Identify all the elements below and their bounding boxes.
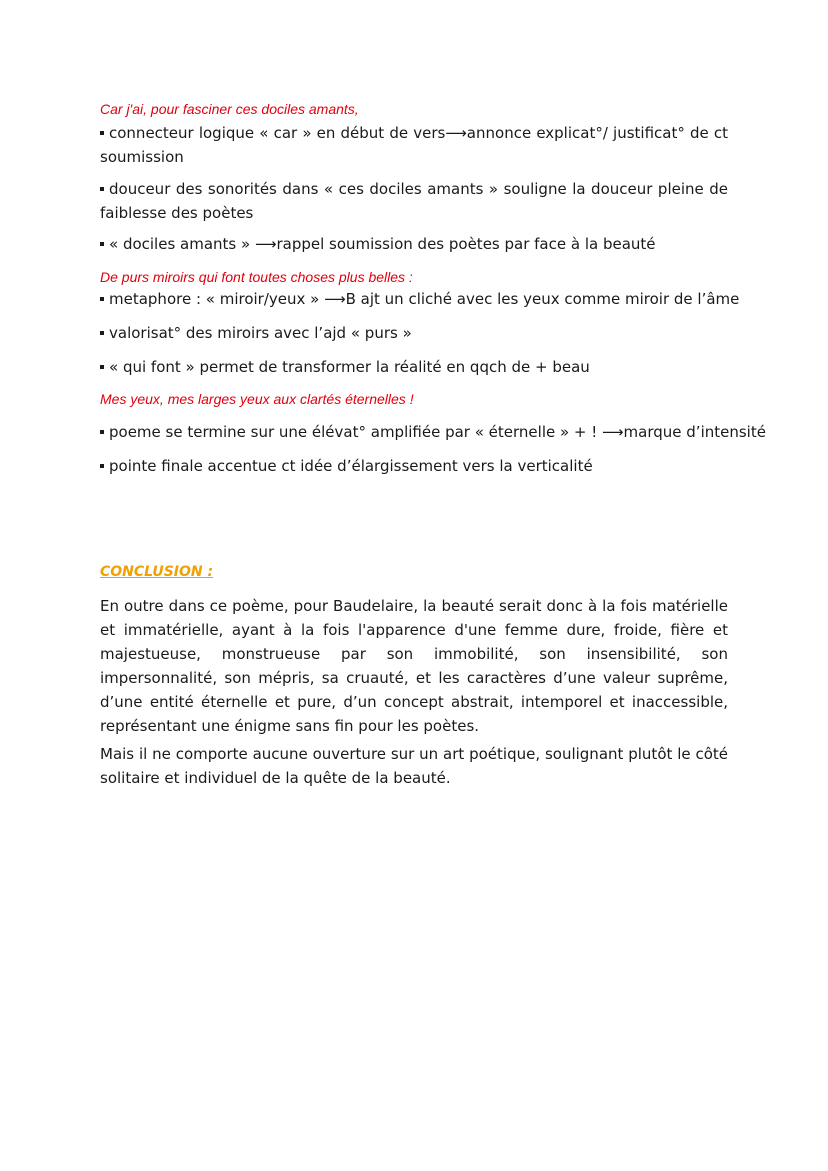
verse-line-3: Mes yeux, mes larges yeux aux clartés éternelles !	[100, 391, 414, 407]
bullet-marker	[100, 331, 104, 335]
bullet-marker	[100, 365, 104, 369]
bullet-text: metaphore : « miroir/yeux » ⟶B ajt un cliché avec les yeux comme miroir de l’âme	[109, 290, 740, 308]
bullet-item	[100, 177, 728, 225]
bullet-marker	[100, 430, 104, 434]
bullet-item	[100, 233, 656, 256]
bullet-text: « qui font » permet de transformer la réalité en qqch de + beau	[109, 358, 590, 376]
bullet-item	[100, 121, 728, 169]
bullet-text: valorisat° des miroirs avec l’ajd « purs »	[109, 324, 412, 342]
bullet-item	[100, 356, 590, 379]
bullet-text: pointe finale accentue ct idée d’élargissement vers la verticalité	[109, 457, 593, 475]
bullet-marker	[100, 242, 104, 246]
bullet-marker	[100, 187, 104, 191]
bullet-text: poeme se termine sur une élévat° amplifiée par « éternelle » + ! ⟶marque d’intensité	[109, 423, 766, 441]
bullet-text: « dociles amants » ⟶rappel soumission des poètes par face à la beauté	[109, 235, 656, 253]
bullet-text: douceur des sonorités dans « ces dociles amants » souligne la douceur pleine de faiblesse des poètes	[100, 180, 728, 222]
bullet-marker	[100, 297, 104, 301]
bullet-item	[100, 288, 739, 311]
bullet-item	[100, 322, 412, 345]
bullet-marker	[100, 464, 104, 468]
bullet-text: connecteur logique « car » en début de vers⟶annonce explicat°/ justificat° de ct soumission	[100, 124, 728, 166]
verse-line-1: Car j'ai, pour fasciner ces dociles amants,	[100, 101, 359, 117]
conclusion-paragraph-2: Mais il ne comporte aucune ouverture sur un art poétique, soulignant plutôt le côté solitaire et individuel de la quête de la beauté.	[100, 745, 728, 787]
conclusion-heading: CONCLUSION :	[100, 564, 214, 580]
bullet-marker	[100, 131, 104, 135]
verse-line-2: De purs miroirs qui font toutes choses plus belles :	[100, 269, 413, 285]
conclusion-paragraph-1: En outre dans ce poème, pour Baudelaire, la beauté serait donc à la fois matérielle et immatérielle, ayant à la fois l'apparence d'une femme dure, froide, fière et majestueuse, monstrueuse par son immobilité, son insensibilité, son impersonnalité, son mépris, sa cruauté, et les caractères d’une valeur suprême, d’une entité éternelle et pure, d’un concept abstrait, intemporel et inaccessible, représentant une énigme sans fin pour les poètes.	[100, 597, 728, 735]
bullet-item	[100, 421, 766, 444]
bullet-item	[100, 455, 593, 478]
